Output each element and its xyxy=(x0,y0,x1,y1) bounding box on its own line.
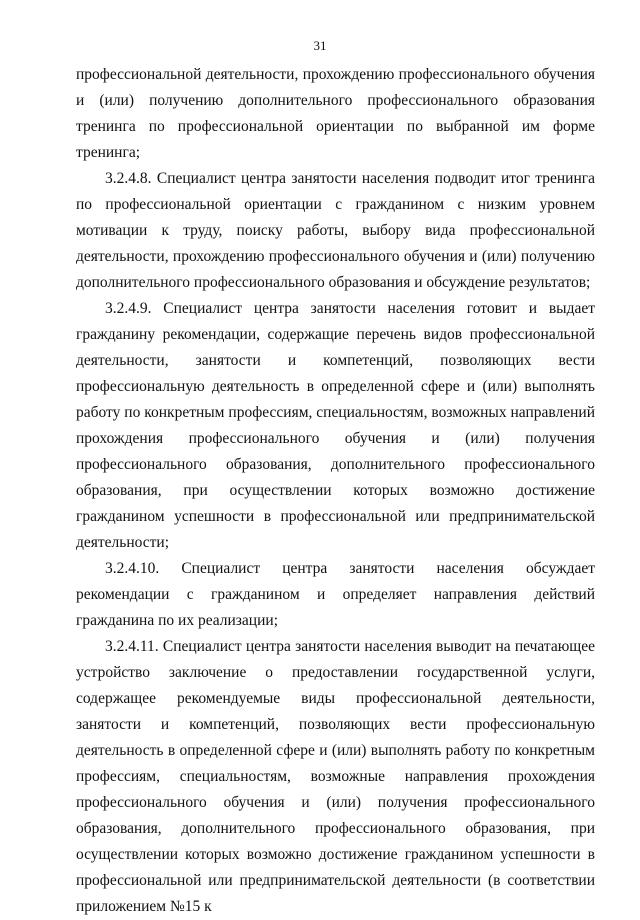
page-number: 31 xyxy=(313,38,327,53)
paragraph-3-2-4-8: 3.2.4.8. Специалист центра занятости населения подводит итог тренинга по профессиональной ориентации с гражданином с низким уровнем мотивации к труду, поиску работы, выбору вида профессиональной деятельности, прохождению профессионального обучения и (или) получению дополнительного профессионального образования и обсуждение результатов; xyxy=(76,170,595,291)
paragraph-3-2-4-9: 3.2.4.9. Специалист центра занятости населения готовит и выдает гражданину рекомендации, содержащие перечень видов профессиональной деятельности, занятости и компетенций, позволяющих вести профессиональную деятельность в определенной сфере и (или) выполнять работу по конкретным профессиям, специальностям, возможных направлений прохождения профессионального обучения и (или) получения профессионального образования, дополнительного профессионального образования, при осуществлении которых возможно достижение гражданином успешности в профессиональной или предпринимательской деятельности; xyxy=(76,300,595,551)
document-body xyxy=(76,62,595,920)
paragraph-3-2-4-10: 3.2.4.10. Специалист центра занятости населения обсуждает рекомендации с гражданином и определяет направления действий гражданина по их реализации; xyxy=(76,560,595,629)
paragraph-continuation: профессиональной деятельности, прохождению профессионального обучения и (или) получению дополнительного профессионального образования тренинга по профессиональной ориентации по выбранной им форме тренинга; xyxy=(76,66,595,161)
paragraph-3-2-4-11: 3.2.4.11. Специалист центра занятости населения выводит на печатающее устройство заключение о предоставлении государственной услуги, содержащее рекомендуемые виды профессиональной деятельности, занятости и компетенций, позволяющих вести профессиональную деятельность в определенной сфере и (или) выполнять работу по конкретным профессиям, специальностям, возможные направления прохождения профессионального обучения и (или) получения профессионального образования, дополнительного профессионального образования, при осуществлении которых возможно достижение гражданином успешности в профессиональной или предпринимательской деятельности (в соответствии приложением №15 к xyxy=(76,638,595,915)
